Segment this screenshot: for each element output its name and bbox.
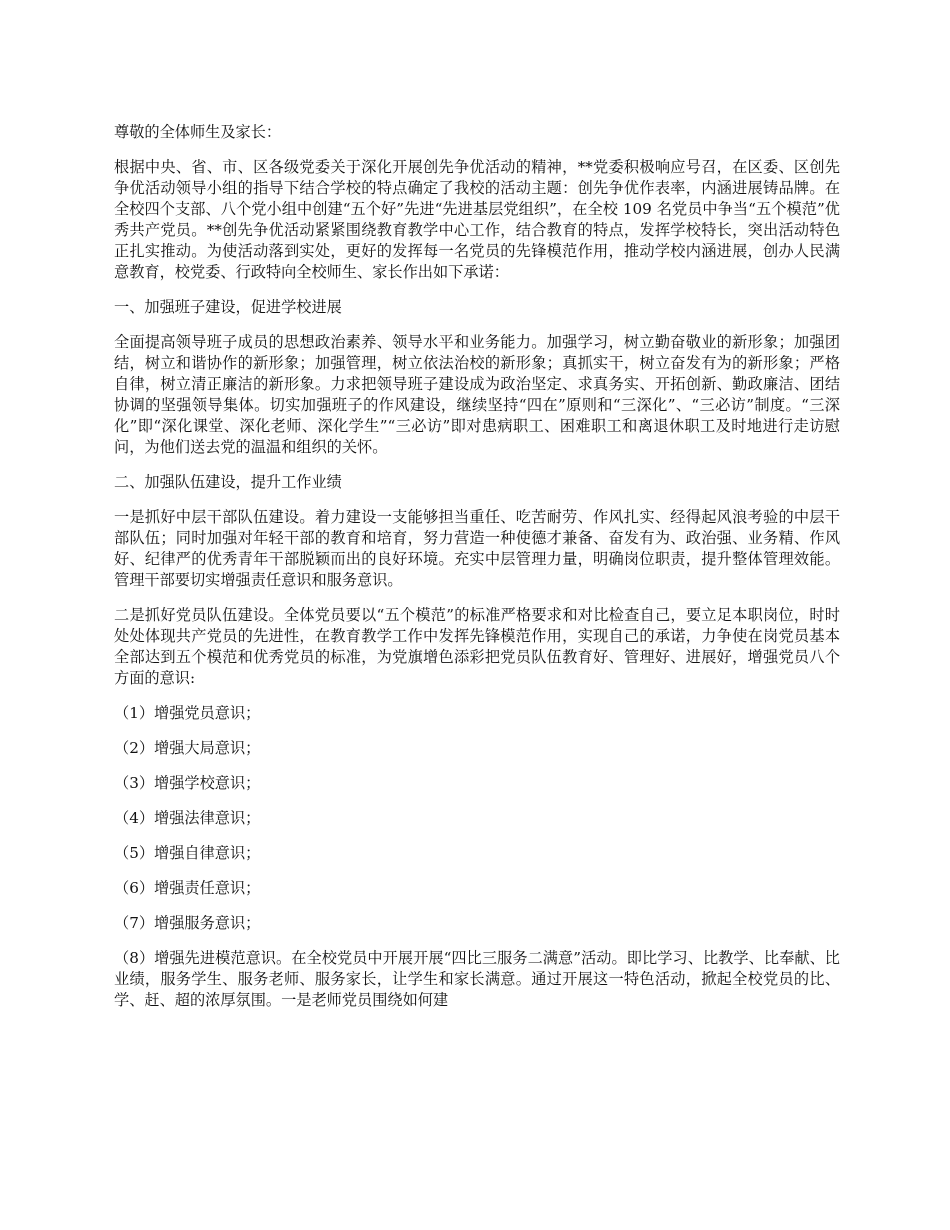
section-heading-1: 一、加强班子建设，促进学校进展: [114, 298, 342, 316]
list-item: （4）增强法律意识；: [114, 809, 261, 827]
list-item: （7）增强服务意识；: [114, 914, 261, 932]
intro-paragraph: 根据中央、省、市、区各级党委关于深化开展创先争优活动的精神，**党委积极响应号召，在区委、区创先争优活动领导小组的指导下结合学校的特点确定了我校的活动主题：创先争优作表率，内涵进展铸品牌。在全校四个支部、八个党小组中创建“五个好”先进“先进基层党组织”，在全校 109 名党员中争当“五个模范”优秀共产党员。**创先争优活动紧紧围绕教育教学中心工作，结合教育的特点，发挥学校特长，突出活动特色正扎实推动。为使活动落到实处，更好的发挥每一名党员的先锋模范作用，推动学校内涵进展，创办人民满意教育，校党委、行政特向全校师生、家长作出如下承诺：: [114, 158, 840, 281]
section-1-paragraph: 全面提高领导班子成员的思想政治素养、领导水平和业务能力。加强学习，树立勤奋敬业的新形象；加强团结，树立和谐协作的新形象；加强管理，树立依法治校的新形象；真抓实干，树立奋发有为的新形象；严格自律，树立清正廉洁的新形象。力求把领导班子建设成为政治坚定、求真务实、开拓创新、勤政廉洁、团结协调的坚强领导集体。切实加强班子的作风建设，继续坚持“四在”原则和“三深化”、“三必访”制度。“三深化”即“深化课堂、深化老师、深化学生”“三必访”即对患病职工、困难职工和离退休职工及时地进行走访慰问，为他们送去党的温温和组织的关怀。: [114, 333, 840, 456]
salutation: 尊敬的全体师生及家长：: [114, 123, 282, 141]
list-item: （2）增强大局意识；: [114, 739, 261, 757]
list-item: （1）增强党员意识；: [114, 704, 261, 722]
list-item: （3）增强学校意识；: [114, 774, 261, 792]
section-heading-2: 二、加强队伍建设，提升工作业绩: [114, 473, 342, 491]
list-item: （8）增强先进模范意识。在全校党员中开展开展“四比三服务二满意”活动。即比学习、比教学、比奉献、比业绩，服务学生、服务老师、服务家长，让学生和家长满意。通过开展这一特色活动，掀起全校党员的比、学、赶、超的浓厚氛围。一是老师党员围绕如何建: [114, 949, 840, 1009]
section-2-paragraph-2: 二是抓好党员队伍建设。全体党员要以“五个模范”的标准严格要求和对比检查自己，要立足本职岗位，时时处处体现共产党员的先进性，在教育教学工作中发挥先锋模范作用，实现自己的承诺，力争使在岗党员基本全部达到五个模范和优秀党员的标准，为党旗增色添彩把党员队伍教育好、管理好、进展好，增强党员八个方面的意识:: [114, 606, 840, 687]
document-body: [114, 122, 840, 1025]
section-2-paragraph-1: 一是抓好中层干部队伍建设。着力建设一支能够担当重任、吃苦耐劳、作风扎实、经得起风浪考验的中层干部队伍；同时加强对年轻干部的教育和培育，努力营造一种使德才兼备、奋发有为、政治强、业务精、作风好、纪律严的优秀青年干部脱颖而出的良好环境。充实中层管理力量，明确岗位职责，提升整体管理效能。管理干部要切实增强责任意识和服务意识。: [114, 508, 840, 589]
list-item: （6）增强责任意识；: [114, 879, 261, 897]
list-item: （5）增强自律意识；: [114, 844, 261, 862]
